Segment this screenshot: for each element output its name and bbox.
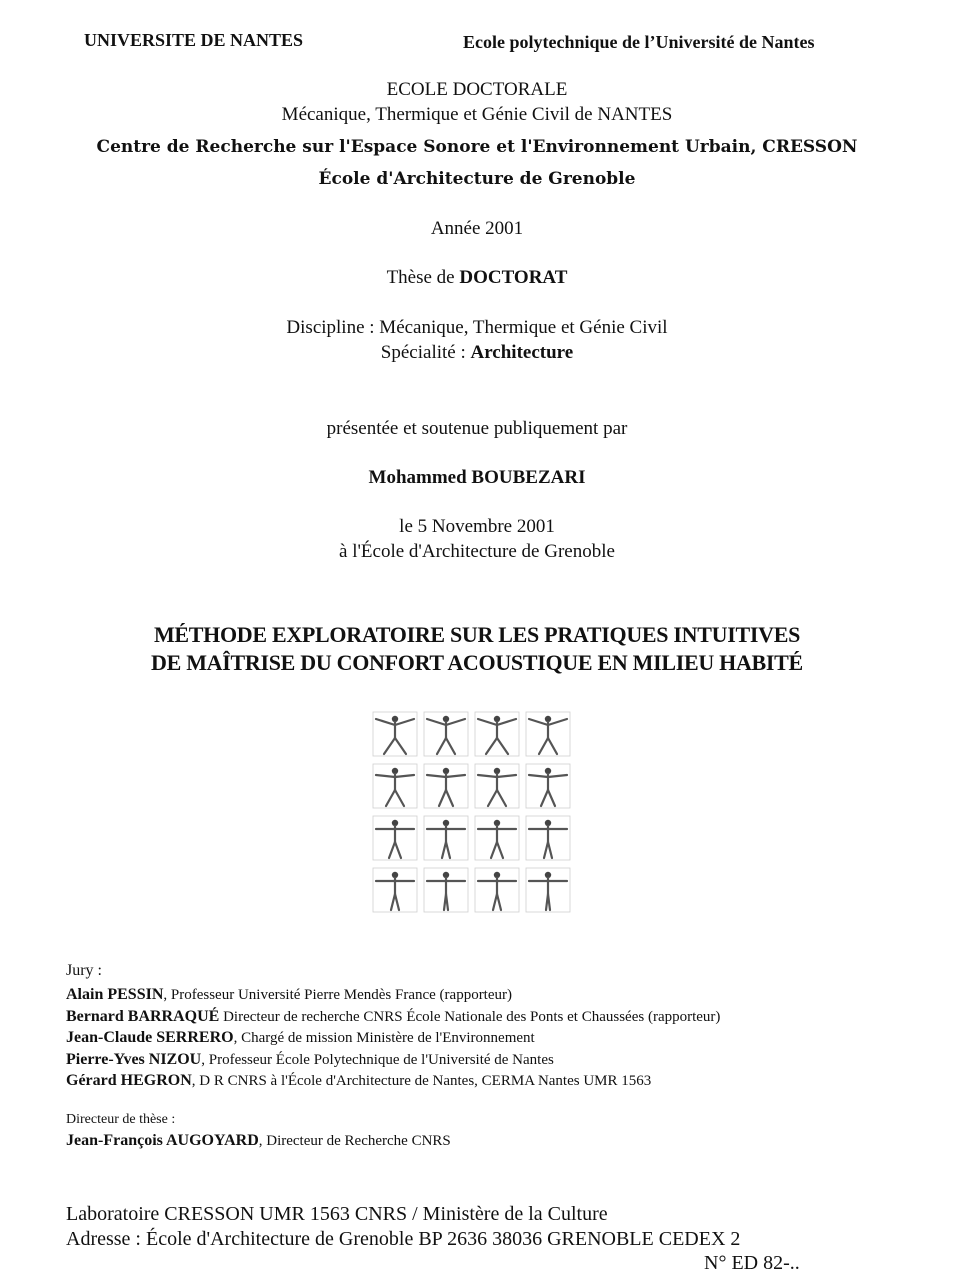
jury-member: [66, 1072, 651, 1090]
human-figure-icon: [373, 764, 417, 808]
thesis-degree: DOCTORAT: [459, 267, 568, 288]
year: Année 2001: [430, 218, 524, 239]
human-figures-illustration: [370, 708, 574, 916]
jury-member-name: Alain PESSIN: [66, 986, 164, 1003]
jury-member-role: Directeur de recherche CNRS École Nationale des Ponts et Chaussées (rapporteur): [219, 1009, 721, 1025]
address: Adresse : École d'Architecture de Grenoble BP 2636 38036 GRENOBLE CEDEX 2: [66, 1228, 741, 1250]
speciality: [0, 342, 954, 364]
jury-label: Jury :: [66, 962, 102, 979]
defense-place: à l'École d'Architecture de Grenoble: [339, 541, 615, 562]
thesis-director: [66, 1132, 451, 1150]
thesis-title-line2: DE MAÎTRISE DU CONFORT ACOUSTIQUE EN MILIEU HABITÉ: [151, 650, 803, 675]
laboratory: Laboratoire CRESSON UMR 1563 CNRS / Ministère de la Culture: [66, 1203, 608, 1225]
jury-member: [66, 1029, 535, 1047]
jury-member-name: Gérard HEGRON: [66, 1072, 192, 1089]
human-figure-icon: [424, 712, 468, 756]
director-role: , Directeur de Recherche CNRS: [258, 1133, 451, 1149]
director-label: Directeur de thèse :: [66, 1112, 176, 1127]
director-name: Jean-François AUGOYARD: [66, 1132, 259, 1149]
research-center: Centre de Recherche sur l'Espace Sonore et l'Environnement Urbain, CRESSON: [96, 137, 858, 157]
jury-member-role: , Professeur Université Pierre Mendès France (rapporteur): [163, 987, 513, 1003]
jury-member-name: Jean-Claude SERRERO: [66, 1029, 234, 1046]
defense-date: le 5 Novembre 2001: [399, 516, 555, 537]
human-figure-icon: [475, 764, 519, 808]
thesis-title-line1: MÉTHODE EXPLORATOIRE SUR LES PRATIQUES INTUITIVES: [153, 622, 801, 647]
human-figure-icon: [373, 816, 417, 860]
human-figure-icon: [424, 868, 468, 912]
human-figure-icon: [373, 868, 417, 912]
human-figure-icon: [526, 764, 570, 808]
jury-member: [66, 1008, 720, 1026]
human-figure-icon: [526, 816, 570, 860]
author-name: Mohammed BOUBEZARI: [368, 467, 586, 488]
human-figure-icon: [424, 816, 468, 860]
human-figure-icon: [424, 764, 468, 808]
human-figure-icon: [526, 868, 570, 912]
discipline: Discipline : Mécanique, Thermique et Génie Civil: [286, 317, 668, 338]
jury-member: [66, 1051, 554, 1069]
architecture-school: École d'Architecture de Grenoble: [318, 169, 636, 189]
human-figure-icon: [373, 712, 417, 756]
human-figure-icon: [475, 868, 519, 912]
jury-member: [66, 986, 512, 1004]
doctoral-school-name: Mécanique, Thermique et Génie Civil de NANTES: [281, 104, 673, 125]
speciality-value: Architecture: [470, 342, 574, 363]
speciality-label: Spécialité :: [380, 342, 471, 363]
jury-member-role: , D R CNRS à l'École d'Architecture de Nantes, CERMA Nantes UMR 1563: [191, 1073, 652, 1089]
doctoral-school-title: ECOLE DOCTORALE: [386, 79, 568, 100]
jury-member-role: , Professeur École Polytechnique de l'Université de Nantes: [201, 1052, 554, 1068]
jury-member-name: Pierre-Yves NIZOU: [66, 1051, 202, 1068]
ed-number: N° ED 82-..: [704, 1252, 800, 1274]
university-name: UNIVERSITE DE NANTES: [84, 30, 304, 50]
school-name: Ecole polytechnique de l’Université de Nantes: [463, 32, 815, 52]
thesis-prefix: Thèse de: [386, 267, 460, 288]
figures-grid: [370, 708, 574, 916]
jury-member-role: , Chargé de mission Ministère de l'Environnement: [233, 1030, 535, 1046]
human-figure-icon: [475, 712, 519, 756]
human-figure-icon: [475, 816, 519, 860]
jury-member-name: Bernard BARRAQUÉ: [66, 1008, 220, 1025]
presented-by: présentée et soutenue publiquement par: [326, 418, 628, 439]
thesis-type: [0, 267, 954, 289]
human-figure-icon: [526, 712, 570, 756]
